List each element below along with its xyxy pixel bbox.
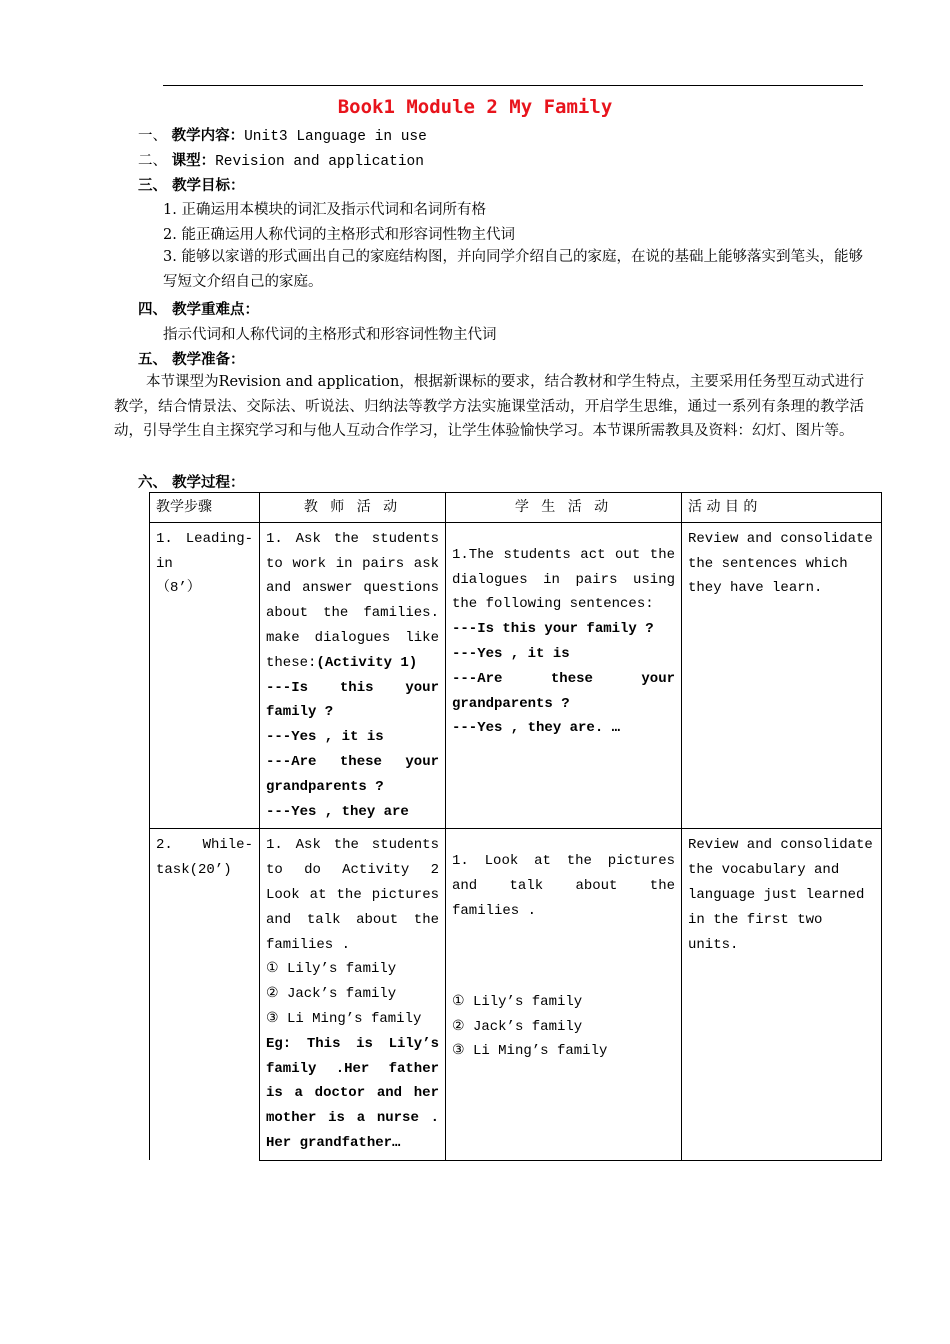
header-rule [163,85,863,86]
step-cell: 1. Leading-in （8’） [150,522,260,829]
preparation-paragraph: 本节课型为Revision and application，根据新课标的要求，结合教材和学生特点，主要采用任务型互动式进行教学，结合情景法、交际法、听说法、归纳法等教学方法实施课堂活动，开启学生思维，通过一系列有条理的教学活动，引导学生自主探究学习和与他人互动合作学习，让学生体验愉快学习。本节课所需教具及资料：幻灯、图片等。 [114,374,864,440]
header-teacher: 教 师 活 动 [260,493,446,523]
section-objectives: 三、 教学目标： [138,177,245,194]
key-points-text: 指示代词和人称代词的主格形式和形容词性物主代词 [163,327,497,343]
page-title: Book1 Module 2 My Family [337,96,613,118]
objective-item: 1. 正确运用本模块的词汇及指示代词和名词所有格 [163,202,486,218]
section-key-points: 四、 教学重难点： [138,301,260,318]
section-content: 一、 教学内容：Unit3 Language in use [138,127,427,145]
teacher-activity-cell: 1. Ask the students to work in pairs ask and answer questions about the families. make dialogues like these:(Activity 1) ---Is this your family ? ---Yes , it is ---Are these your grandparents ? ---Yes , they are [260,522,446,829]
section-lesson-type: 二、 课型：Revision and application [138,152,424,170]
step-cell: 2. While-task(20’) [150,829,260,1160]
lesson-process-table [149,492,882,1161]
purpose-cell: Review and consolidate the sentences which they have learn. [682,522,882,829]
section-process: 六、 教学过程： [138,474,245,491]
purpose-cell: Review and consolidate the vocabulary and language just learned in the first two units. [682,829,882,1160]
student-activity-cell: 1. Look at the pictures and talk about the families . ① Lily’s family ② Jack’s family ③ Li Ming’s family [446,829,682,1160]
section-preparation: 五、 教学准备： [138,351,245,368]
header-student: 学 生 活 动 [446,493,682,523]
header-purpose: 活 动 目 的 [682,493,882,523]
student-activity-cell: 1.The students act out the dialogues in pairs using the following sentences: ---Is this your family ? ---Yes , it is ---Are these your grandparents ? ---Yes , they are. … [446,522,682,829]
teacher-activity-cell: 1. Ask the students to do Activity 2 Look at the pictures and talk about the families . ① Lily’s family ② Jack’s family ③ Li Ming’s family Eg: This is Lily’s family .Her father is a doctor and her mother is a nurse . Her grandfather… [260,829,446,1160]
objective-item: 3. 能够以家谱的形式画出自己的家庭结构图，并向同学介绍自己的家庭，在说的基础上能够落实到笔头，能够写短文介绍自己的家庭。 [163,249,863,290]
header-step: 教学步骤 [150,493,260,523]
table-header-row [150,493,882,523]
objective-item: 2. 能正确运用人称代词的主格形式和形容词性物主代词 [163,227,515,243]
table-row [150,829,882,1160]
table-row [150,522,882,829]
